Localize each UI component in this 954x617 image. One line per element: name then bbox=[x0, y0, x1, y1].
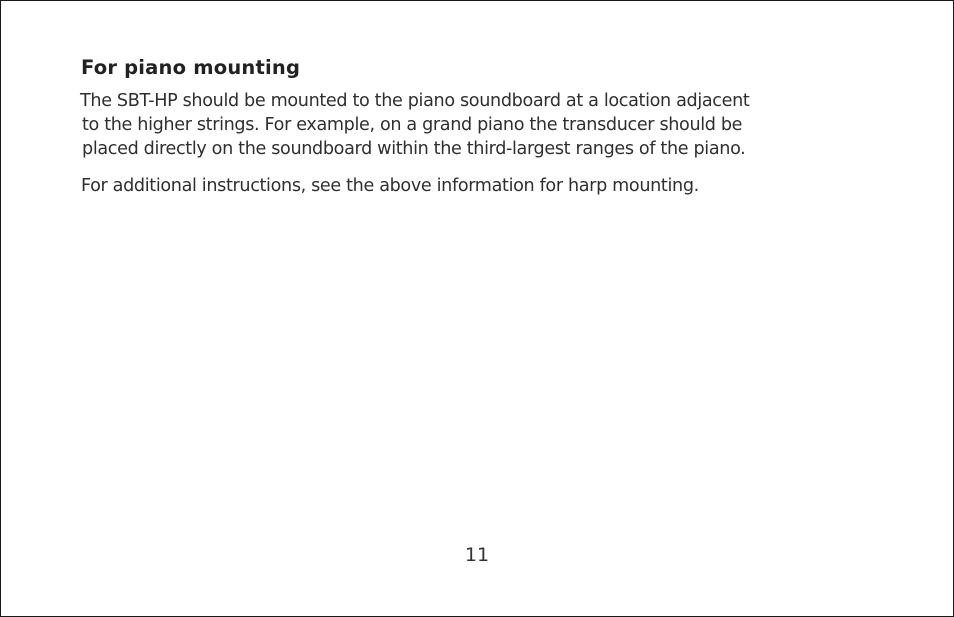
section-heading: For piano mounting bbox=[81, 56, 301, 79]
section-content bbox=[80, 56, 880, 198]
paragraph-line: placed directly on the soundboard within the third-largest ranges of the piano. bbox=[82, 139, 746, 159]
additional-instructions-paragraph: For additional instructions, see the above information for harp mounting. bbox=[81, 176, 699, 196]
paragraph-line: The SBT-HP should be mounted to the piano soundboard at a location adjacent bbox=[80, 91, 750, 111]
page-number: 11 bbox=[464, 544, 490, 566]
mounting-instructions-paragraph bbox=[80, 89, 880, 161]
paragraph-line: to the higher strings. For example, on a grand piano the transducer should be bbox=[82, 115, 743, 135]
